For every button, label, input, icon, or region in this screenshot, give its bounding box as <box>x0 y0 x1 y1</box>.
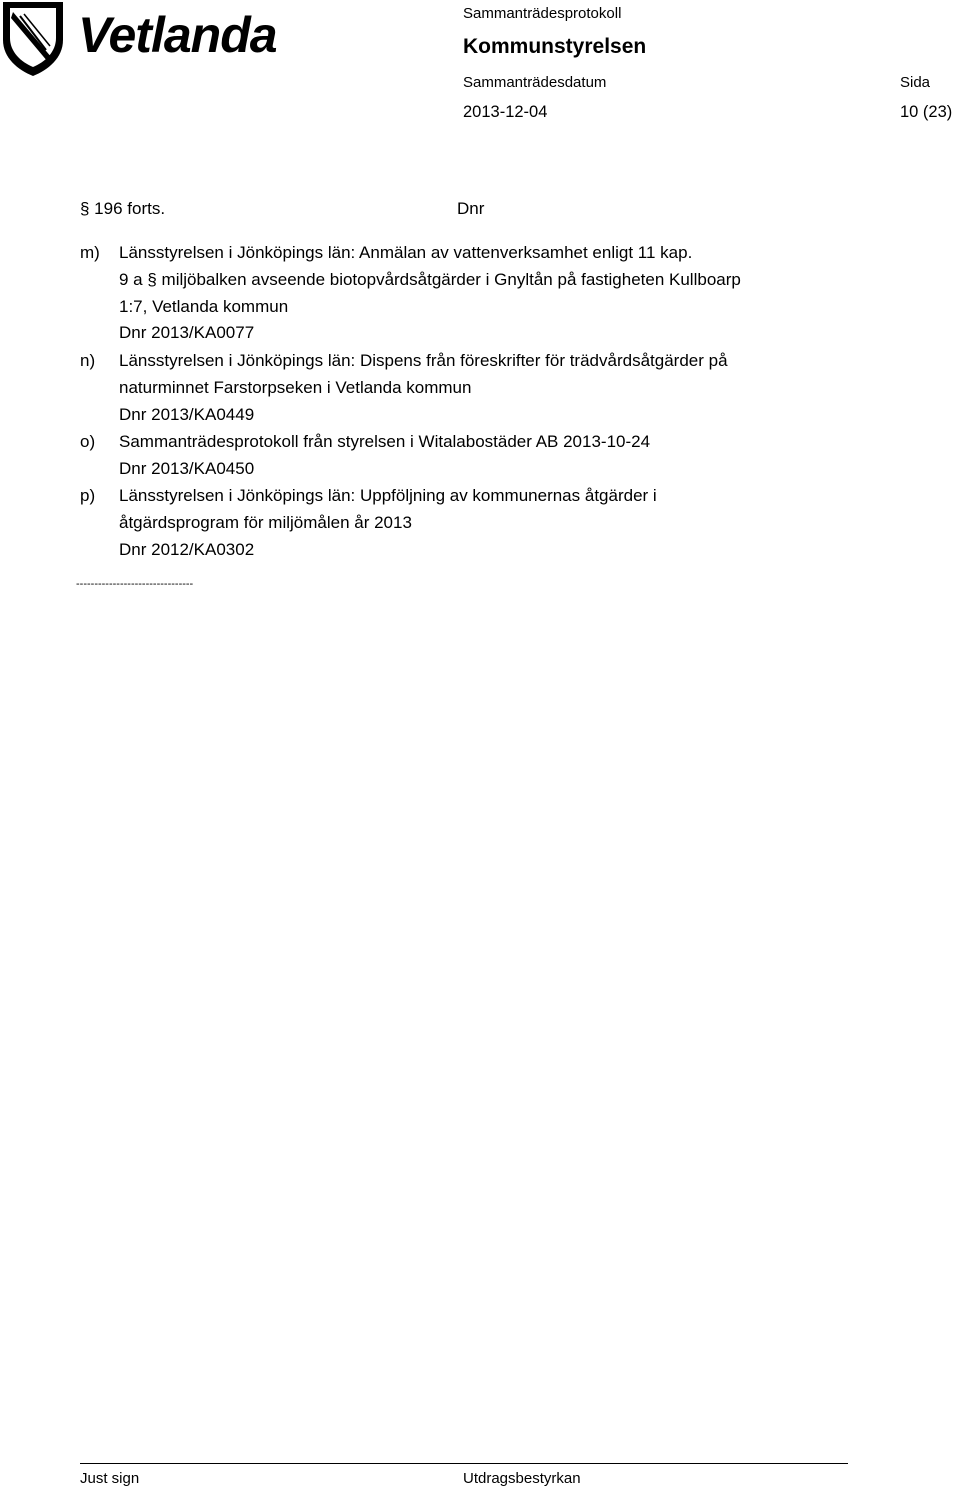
page-title: Kommunstyrelsen <box>463 35 647 58</box>
item-line: Sammanträdesprotokoll från styrelsen i Witalabostäder AB 2013-10-24 <box>119 432 651 451</box>
item-line: Länsstyrelsen i Jönköpings län: Uppföljning av kommunernas åtgärder i <box>119 486 657 505</box>
item-letter: m) <box>80 243 100 262</box>
item-line: 1:7, Vetlanda kommun <box>119 297 289 316</box>
item-line: Länsstyrelsen i Jönköpings län: Anmälan av vattenverksamhet enligt 11 kap. <box>119 243 693 262</box>
item-dnr: Dnr 2013/KA0449 <box>119 405 255 424</box>
footer-divider <box>80 1463 848 1464</box>
item-letter: o) <box>80 432 96 451</box>
item-line: Länsstyrelsen i Jönköpings län: Dispens från föreskrifter för trädvårdsåtgärder på <box>119 351 728 370</box>
signature-label: Just sign <box>80 1470 140 1487</box>
item-dnr: Dnr 2013/KA0077 <box>119 323 255 342</box>
logo-wordmark: Vetlanda <box>78 7 277 63</box>
item-line: 9 a § miljöbalken avseende biotopvårdsåtgärder i Gnyltån på fastigheten Kullboarp <box>119 270 741 289</box>
paragraph-heading: § 196 forts. <box>80 199 166 218</box>
coat-of-arms-icon <box>0 0 66 78</box>
municipality-logo <box>0 0 66 83</box>
item-line: naturminnet Farstorpseken i Vetlanda kommun <box>119 378 472 397</box>
meeting-date: 2013-12-04 <box>463 103 548 121</box>
page-label: Sida <box>900 74 931 91</box>
item-letter: n) <box>80 351 96 370</box>
extract-certification-label: Utdragsbestyrkan <box>463 1470 581 1487</box>
dnr-column-label: Dnr <box>457 199 485 218</box>
page-number: 10 (23) <box>900 103 953 121</box>
item-dnr: Dnr 2012/KA0302 <box>119 540 255 559</box>
doc-type-label: Sammanträdesprotokoll <box>463 5 622 22</box>
item-line: åtgärdsprogram för miljömålen år 2013 <box>119 513 412 532</box>
section-separator: -------------------------------- <box>76 578 194 590</box>
item-letter: p) <box>80 486 96 505</box>
item-dnr: Dnr 2013/KA0450 <box>119 459 255 478</box>
date-label: Sammanträdesdatum <box>463 74 607 91</box>
